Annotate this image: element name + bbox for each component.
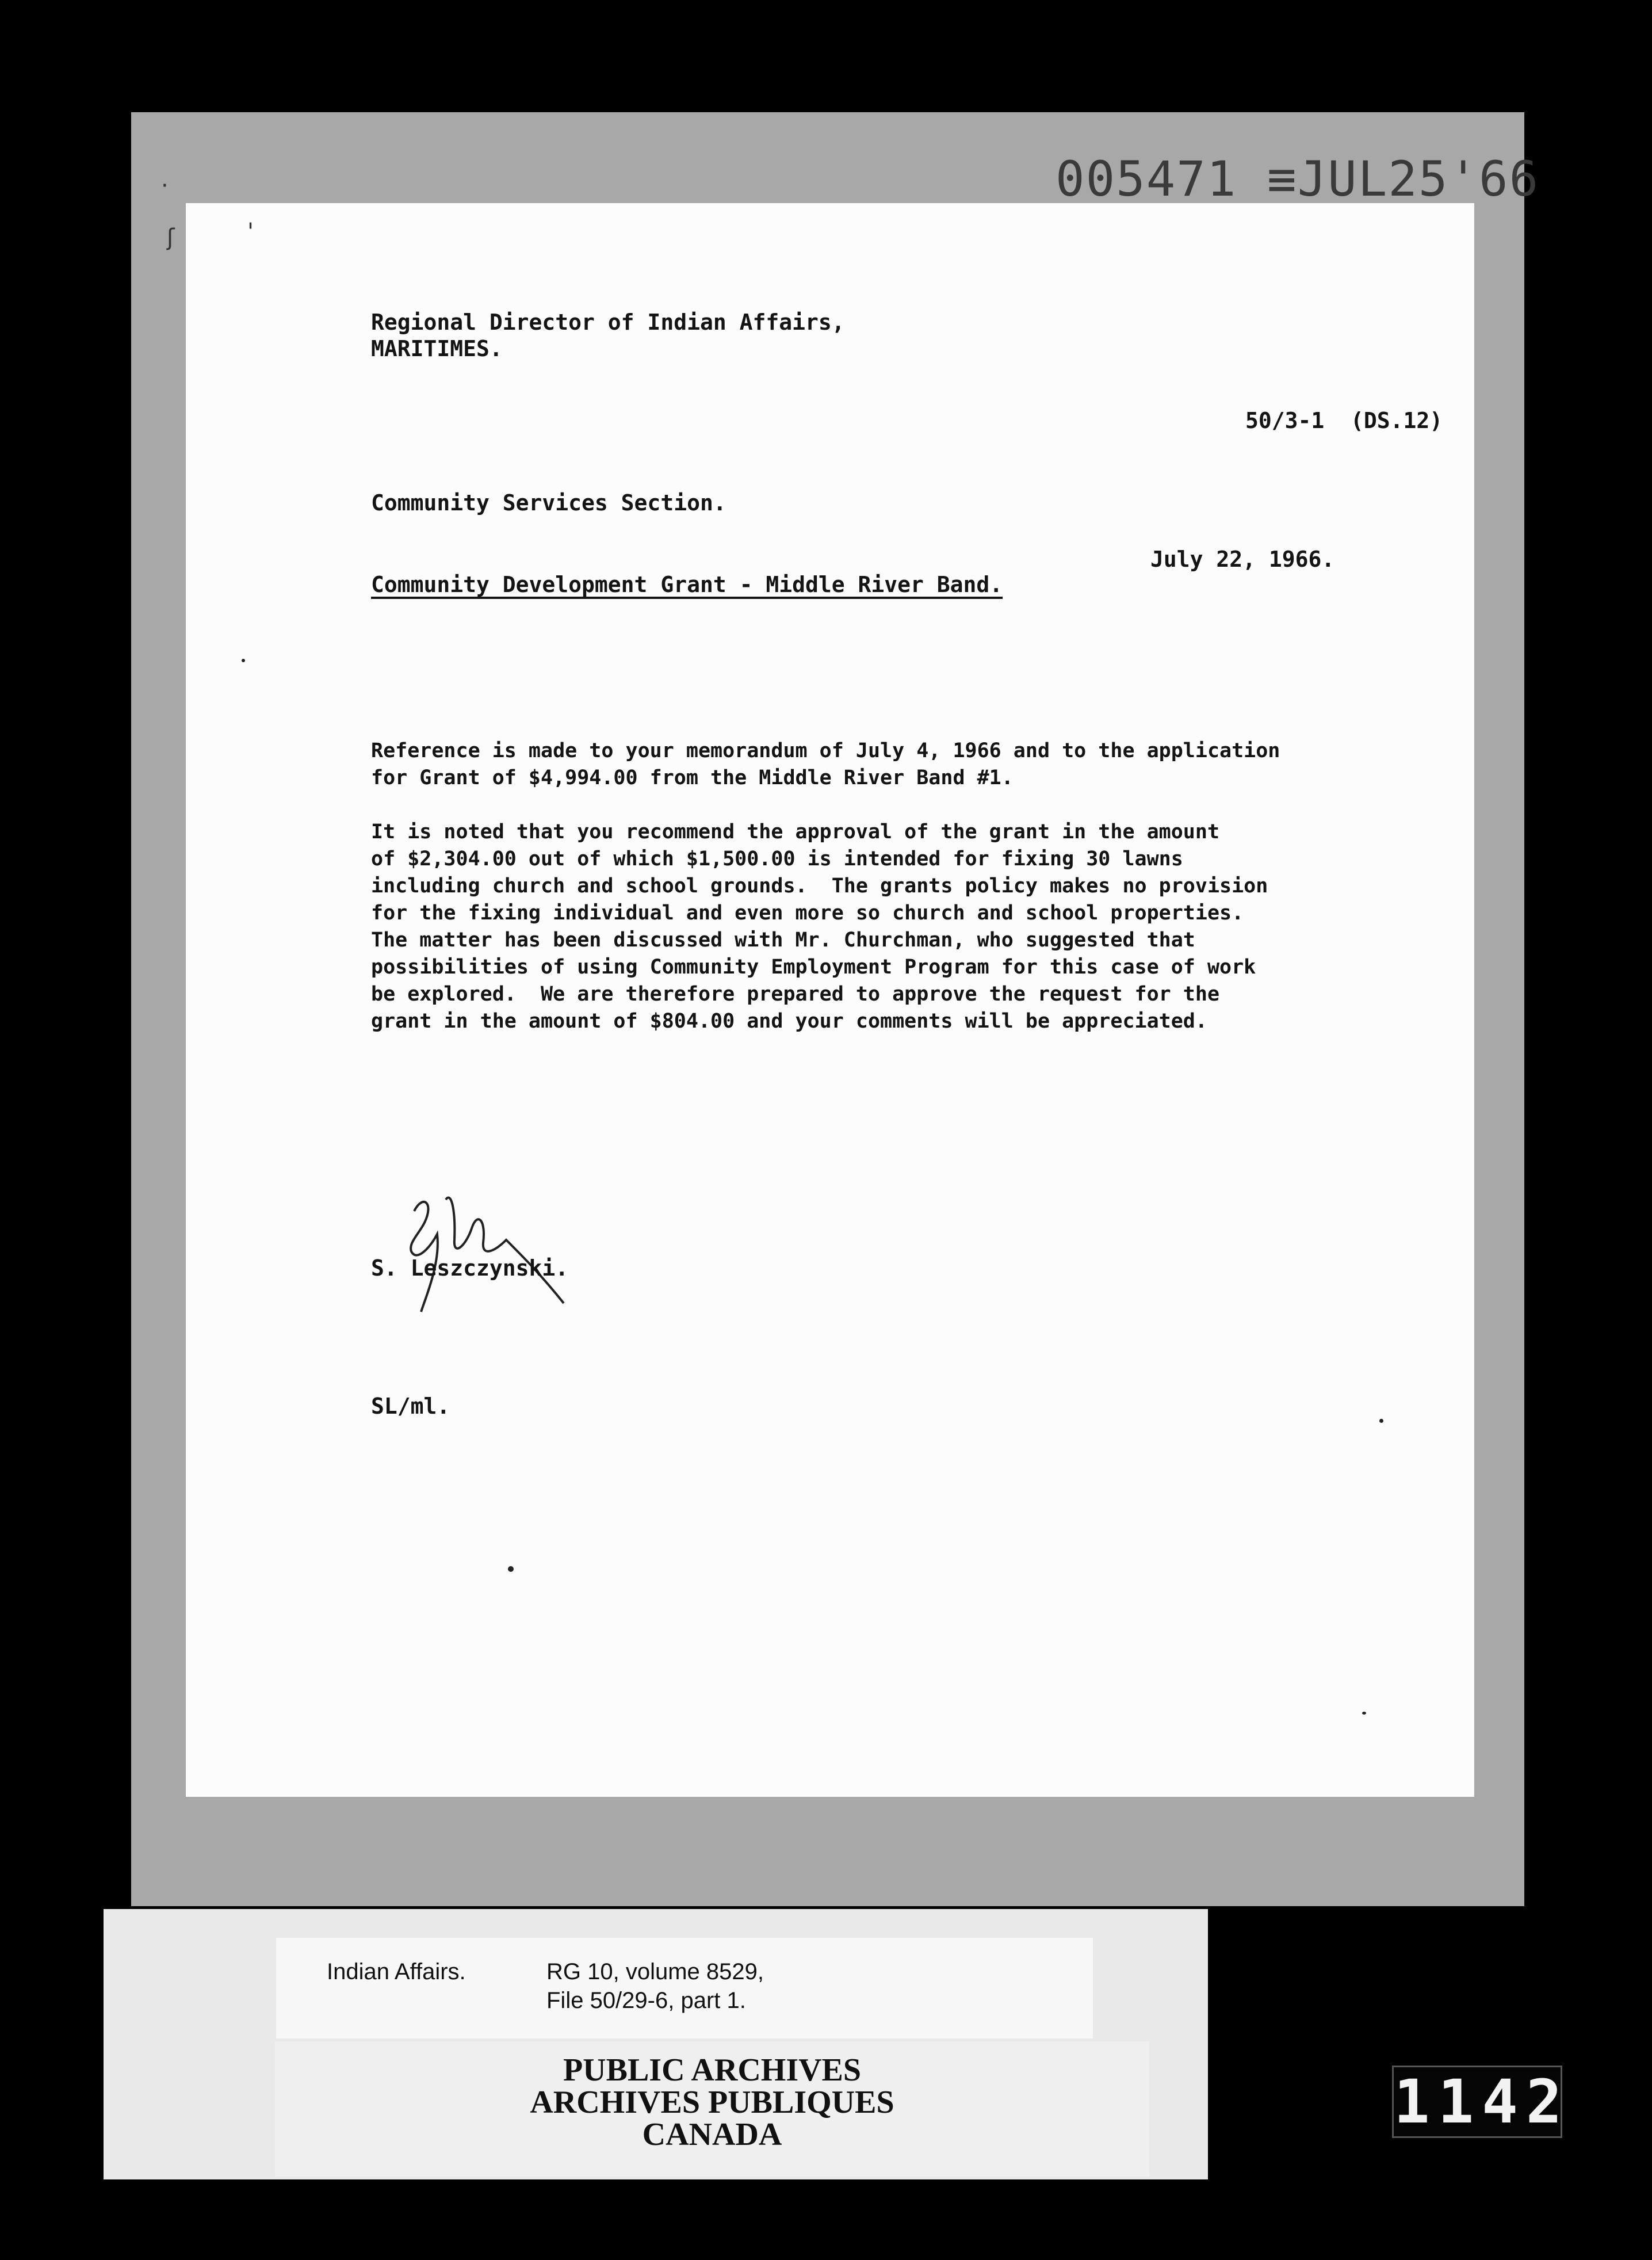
archive-title <box>275 2054 1149 2151</box>
paragraph-reference: Reference is made to your memorandum of July 4, 1966 and to the application for Grant of $4,994.00 from the Middle River Band #1. <box>371 739 1280 789</box>
received-stamp: 005471 ≡JUL25'66 <box>1056 151 1540 207</box>
file-reference: 50/3-1 (DS.12) <box>1245 408 1443 433</box>
film-speck <box>508 1566 514 1572</box>
source-file: File 50/29-6, part 1. <box>546 1988 746 2013</box>
letter-date: July 22, 1966. <box>1150 547 1335 572</box>
addressee-line1: Regional Director of Indian Affairs, <box>371 310 845 335</box>
signatory-name: S. Leszczynski. <box>371 1255 569 1281</box>
source-record-group: RG 10, volume 8529, <box>546 1959 764 1984</box>
film-speck <box>242 659 245 662</box>
addressee-line2: MARITIMES. <box>371 336 503 361</box>
typist-initials: SL/ml. <box>371 1394 450 1419</box>
subject-line: Community Development Grant - Middle River Band. <box>371 572 1003 597</box>
frame-counter: 1142 <box>1392 2066 1562 2138</box>
archive-title-en: PUBLIC ARCHIVES <box>563 2052 862 2088</box>
paragraph-decision: It is noted that you recommend the approval of the grant in the amount of $2,304.00 out of which $1,500.00 is intended for fixing 30 lawns including church and school grounds. The grants policy makes no provision for the fixing individual and even more so church and school properties. The matter has been discussed with Mr. Churchman, who suggested that possibilities of using Community Employment Program for this case of work be explored. We are therefore prepared to approve the request for the grant in the amount of $804.00 and your comments will be appreciated. <box>371 820 1268 1033</box>
archive-title-country: CANADA <box>642 2117 782 2152</box>
section-name: Community Services Section. <box>371 490 726 516</box>
archive-title-fr: ARCHIVES PUBLIQUES <box>530 2085 894 2120</box>
source-department: Indian Affairs. <box>327 1959 466 1984</box>
film-speck <box>1362 1712 1366 1715</box>
film-speck <box>1379 1419 1383 1423</box>
